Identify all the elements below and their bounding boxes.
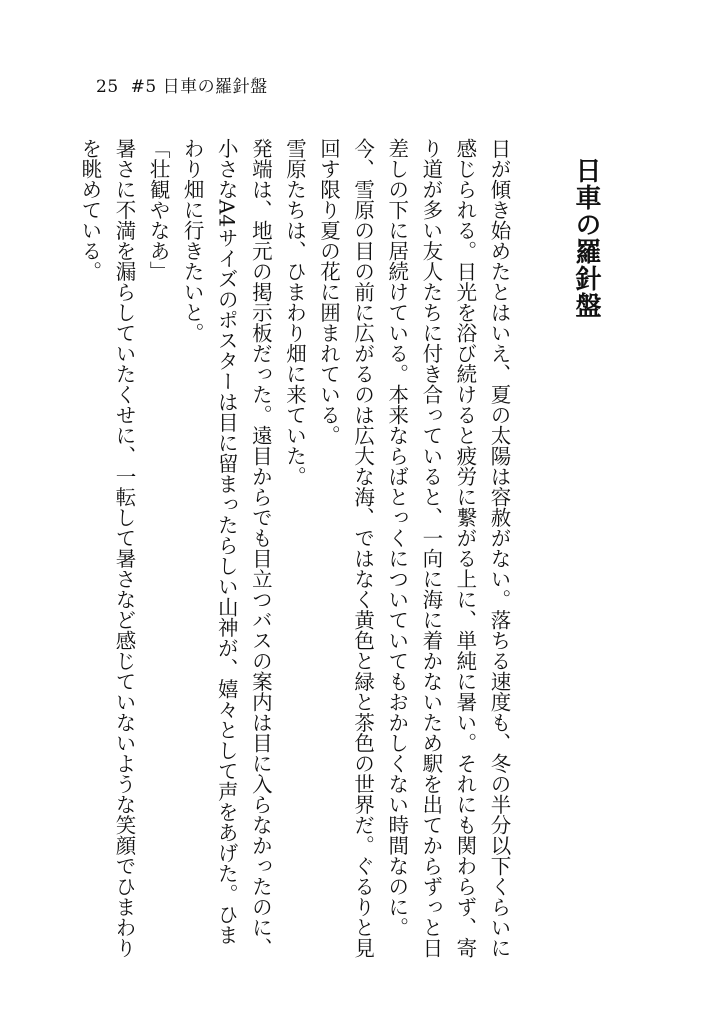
- chapter-title: 日車の羅針盤: [571, 157, 601, 319]
- paragraph: 暑さに不満を漏らしていたくせに、一転して暑さなど感じていないような笑顔でひまわりを眺めている。: [77, 138, 136, 958]
- paragraph: 今、雪原の目の前に広がるのは広大な海、ではなく黄色と緑と茶色の世界だ。ぐるりと見回す限り夏の花に囲まれている。: [316, 138, 375, 958]
- paragraph: 発端は、地元の掲示板だった。遠目からでも目立つバスの案内は目に入らなかったのに、小さなA4サイズのポスターは目に留まったらしい山神が、嬉々として声をあげた。ひまわり畑に行きたいと。: [180, 138, 273, 958]
- body-text: [73, 138, 516, 958]
- section-title: #5 日車の羅針盤: [130, 77, 268, 97]
- running-head: [96, 72, 268, 97]
- paragraph: 日が傾き始めたとはいえ、夏の太陽は容赦がない。落ちる速度も、冬の半分以下くらいに感じられる。日光を浴び続けると疲労に繋がる上に、単純に暑い。それにも関わらず、寄り道が多い友人たちに付き合っていると、一向に海に着かないため駅を出てからずっと日差しの下に居続けている。本来ならばとっくについていてもおかしくない時間なのに。: [384, 138, 511, 958]
- paragraph: 雪原たちは、ひまわり畑に来ていた。: [282, 138, 307, 487]
- page-number: 25: [96, 77, 119, 97]
- dialogue-line: 「壮観やなあ」: [146, 138, 171, 282]
